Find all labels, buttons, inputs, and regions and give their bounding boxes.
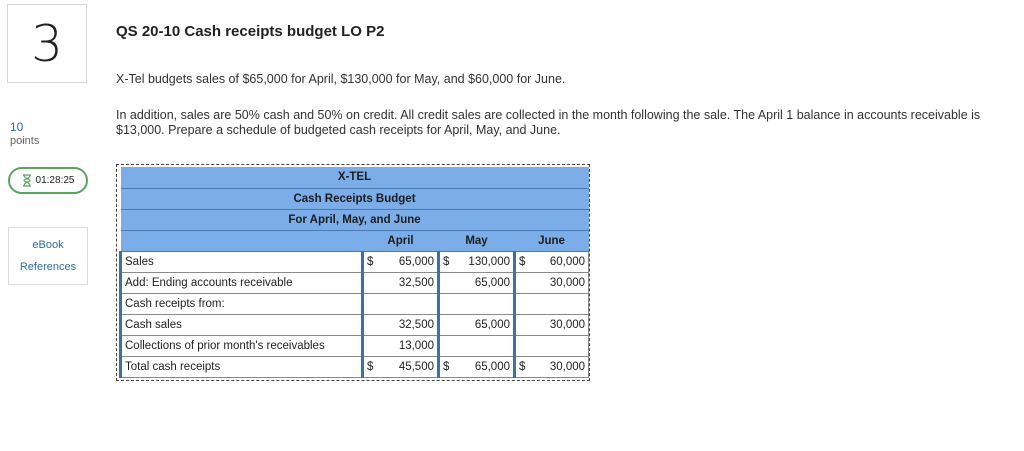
dollar-sign: $ [443, 255, 450, 268]
side-links [8, 227, 88, 285]
amount-value: 13,000 [398, 339, 434, 352]
table-row [121, 356, 589, 377]
table-row [121, 272, 589, 293]
hourglass-icon [22, 174, 32, 187]
column-header-june: June [515, 230, 589, 251]
row-label[interactable]: Cash receipts from: [121, 293, 363, 314]
amount-value: 65,000 [474, 276, 510, 289]
amount-cell[interactable] [515, 272, 589, 293]
amount-cell[interactable] [439, 293, 515, 314]
dollar-sign: $ [367, 360, 374, 373]
cash-receipts-budget [116, 164, 590, 381]
references-link[interactable]: References [19, 261, 77, 273]
amount-value: 65,000 [474, 318, 510, 331]
row-label[interactable]: Sales [121, 251, 363, 272]
table-row [121, 335, 589, 356]
amount-cell[interactable] [515, 335, 589, 356]
amount-cell[interactable] [439, 356, 515, 377]
question-paragraph-2: In addition, sales are 50% cash and 50% on credit. All credit sales are collected in the month following the sale. The April 1 balance in accounts receivable is $13,000. Prepare a schedule of budgeted cash receipts for April, May, and June. [116, 108, 981, 137]
points-value: 10 [10, 120, 24, 134]
row-label[interactable]: Total cash receipts [121, 356, 363, 377]
dollar-sign: $ [519, 360, 526, 373]
amount-cell[interactable] [363, 314, 439, 335]
ebook-link[interactable]: eBook [32, 239, 64, 251]
amount-value: 30,000 [549, 360, 586, 373]
question-number: 3 [7, 4, 87, 83]
amount-cell[interactable] [363, 293, 439, 314]
question-title: QS 20-10 Cash receipts budget LO P2 [116, 23, 385, 40]
amount-cell[interactable] [515, 251, 589, 272]
column-header-april: April [363, 230, 439, 251]
amount-value: 45,500 [398, 360, 434, 373]
amount-cell[interactable] [515, 314, 589, 335]
points-info [10, 120, 39, 148]
amount-value: 30,000 [549, 276, 586, 289]
amount-value: 65,000 [474, 360, 510, 373]
amount-cell[interactable] [515, 356, 589, 377]
table-row [121, 251, 589, 272]
row-label[interactable]: Cash sales [121, 314, 363, 335]
amount-value: 65,000 [398, 255, 434, 268]
amount-value: 30,000 [549, 318, 586, 331]
dollar-sign: $ [367, 255, 374, 268]
question-paragraph-1: X-Tel budgets sales of $65,000 for April, $130,000 for May, and $60,000 for June. [116, 72, 566, 86]
table-row [121, 314, 589, 335]
amount-cell[interactable] [515, 293, 589, 314]
amount-cell[interactable] [439, 251, 515, 272]
dollar-sign: $ [519, 255, 526, 268]
budget-table [119, 167, 589, 378]
timer-badge [8, 167, 88, 194]
amount-cell[interactable] [363, 251, 439, 272]
amount-cell[interactable] [439, 314, 515, 335]
amount-value: 60,000 [549, 255, 586, 268]
amount-value: 32,500 [398, 276, 434, 289]
row-label[interactable]: Add: Ending accounts receivable [121, 272, 363, 293]
column-header-may: May [439, 230, 515, 251]
budget-period: For April, May, and June [121, 209, 589, 230]
budget-name: Cash Receipts Budget [121, 188, 589, 209]
table-row [121, 293, 589, 314]
row-label[interactable]: Collections of prior month's receivables [121, 335, 363, 356]
timer-value: 01:28:25 [35, 175, 75, 186]
column-header-blank [121, 230, 363, 251]
company-name: X-TEL [121, 167, 589, 188]
amount-cell[interactable] [363, 356, 439, 377]
dollar-sign: $ [443, 360, 450, 373]
amount-cell[interactable] [439, 272, 515, 293]
amount-value: 130,000 [468, 255, 510, 268]
amount-cell[interactable] [363, 335, 439, 356]
amount-cell[interactable] [439, 335, 515, 356]
points-label: points [10, 135, 40, 147]
amount-cell[interactable] [363, 272, 439, 293]
amount-value: 32,500 [398, 318, 434, 331]
